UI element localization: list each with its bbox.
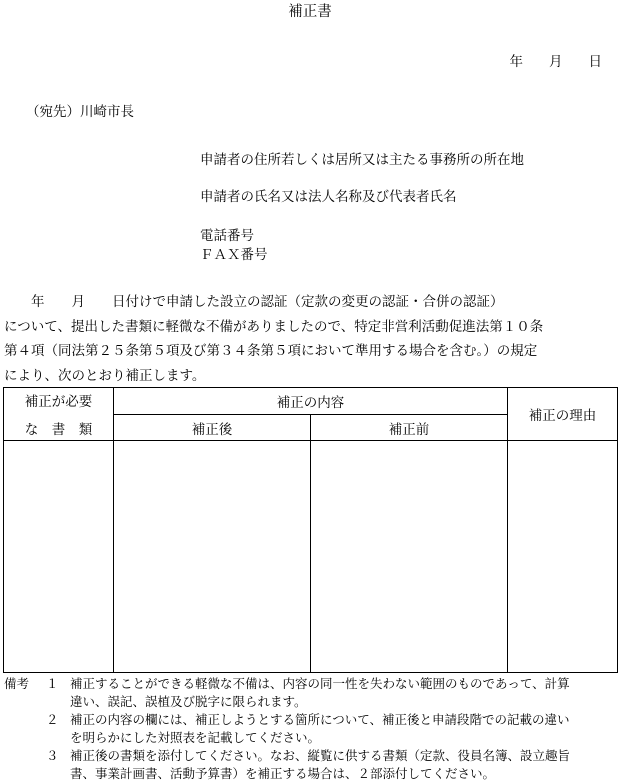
- note-number: １: [46, 676, 59, 691]
- note-text: 補正後の書類を添付してください。なお、縦覧に供する書類（定款、役員名簿、設立趣旨: [70, 748, 571, 763]
- date-year-label: 年: [509, 54, 523, 70]
- note-text: 違い、誤記、誤植及び脱字に限られます。: [70, 694, 307, 709]
- date-day-label: 日: [588, 54, 602, 70]
- note-text: 補正の内容の欄には、補正しようとする箇所について、補正後と申請段階での記載の違い: [70, 712, 570, 727]
- date-month-label: 月: [549, 54, 563, 70]
- note-number: ２: [46, 712, 59, 727]
- reason-header: 補正の理由: [508, 388, 618, 441]
- applicant-name-label: 申請者の氏名又は法人名称及び代表者氏名: [200, 189, 457, 205]
- documents-cell[interactable]: [4, 441, 114, 673]
- notes-section: [4, 675, 618, 783]
- note-number: ３: [46, 748, 59, 763]
- after-header: 補正後: [114, 415, 311, 441]
- after-cell[interactable]: [114, 441, 311, 673]
- applicant-fax-label: ＦＡＸ番号: [200, 247, 268, 263]
- body-line: 第４項（同法第２５条第５項及び第３４条第５項において準用する場合を含む。）の規定: [4, 343, 538, 359]
- notes-label: 備考: [4, 676, 30, 691]
- document-title: 補正書: [288, 4, 332, 20]
- note-text: 書、事業計画書、活動予算書）を補正する場合は、２部添付してください。: [70, 766, 496, 781]
- body-line: 年 月 日付けで申請した設立の認証（定款の変更の認証・合併の認証）: [4, 294, 504, 310]
- date-line: [510, 50, 603, 70]
- documents-header: [4, 388, 114, 441]
- note-text: を明らかにした対照表を記載してください。: [70, 730, 321, 745]
- reason-cell[interactable]: [508, 441, 618, 673]
- correction-table: [3, 387, 618, 673]
- body-line: について、提出した書類に軽微な不備がありましたので、特定非営利活動促進法第１０条: [4, 318, 544, 335]
- documents-header-line2: な 書 類: [24, 422, 93, 438]
- addressee: （宛先）川崎市長: [26, 104, 134, 120]
- note-text: 補正することができる軽微な不備は、内容の同一性を失わない範囲のものであって、計算: [70, 676, 570, 691]
- body-line: により、次のとおり補正します。: [4, 367, 206, 384]
- before-cell[interactable]: [311, 441, 508, 673]
- applicant-address-label: 申請者の住所若しくは居所又は主たる事務所の所在地: [200, 152, 524, 168]
- before-header: 補正前: [311, 415, 508, 441]
- body-paragraph: [4, 290, 616, 388]
- documents-header-line1: 補正が必要: [24, 394, 93, 410]
- applicant-phone-label: 電話番号: [200, 228, 254, 244]
- content-header: 補正の内容: [114, 388, 508, 415]
